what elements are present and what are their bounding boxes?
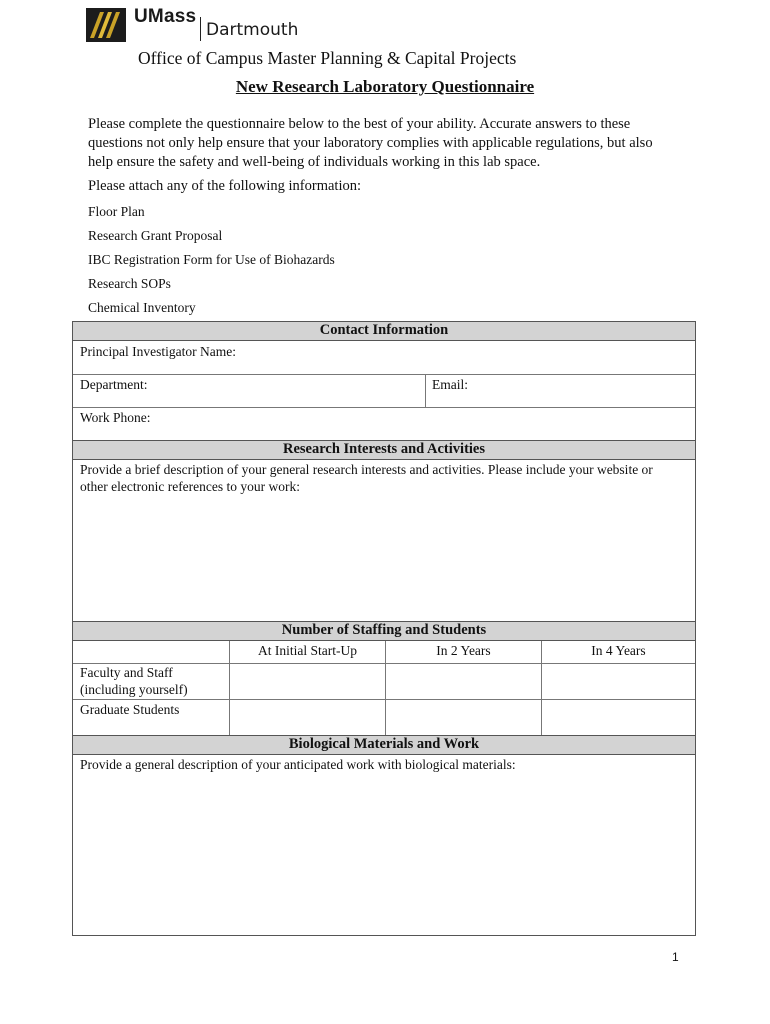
department-field[interactable] (73, 374, 425, 407)
bio-section-header: Biological Materials and Work (73, 735, 695, 755)
logo-campus-text: Dartmouth (206, 20, 299, 40)
document-title: New Research Laboratory Questionnaire (235, 77, 535, 96)
pi-name-field[interactable] (73, 341, 695, 374)
research-prompt: Provide a brief description of your general research interests and activities. Please include your website or other electronic references to your work: (80, 462, 653, 494)
bio-prompt: Provide a general description of your anticipated work with biological materials: (80, 757, 516, 772)
umass-logo-icon (86, 8, 126, 42)
work-phone-field[interactable] (73, 407, 695, 440)
attachment-item: Research Grant Proposal (88, 228, 223, 243)
email-field[interactable] (426, 374, 695, 407)
graduate-4-years-field[interactable] (542, 700, 695, 734)
questionnaire-form (72, 321, 696, 936)
pi-name-label: Principal Investigator Name: (80, 344, 236, 359)
staffing-col-startup: At Initial Start-Up (258, 643, 357, 658)
office-name: Office of Campus Master Planning & Capital Projects (138, 48, 517, 68)
attachment-item: Research SOPs (88, 276, 171, 291)
faculty-4-years-field[interactable] (542, 664, 695, 698)
graduate-startup-field[interactable] (230, 700, 385, 734)
attachment-item: IBC Registration Form for Use of Biohazards (88, 252, 335, 267)
staffing-section-header: Number of Staffing and Students (73, 621, 695, 641)
staffing-col-2-years: In 2 Years (436, 643, 491, 658)
staffing-row-faculty: Faculty and Staff (including yourself) (80, 665, 188, 697)
bio-description-field[interactable] (73, 774, 695, 934)
contact-section-header: Contact Information (73, 321, 695, 341)
faculty-2-years-field[interactable] (386, 664, 541, 698)
work-phone-label: Work Phone: (80, 410, 151, 425)
graduate-2-years-field[interactable] (386, 700, 541, 734)
research-section-header: Research Interests and Activities (73, 440, 695, 460)
faculty-startup-field[interactable] (230, 664, 385, 698)
intro-paragraph: Please complete the questionnaire below to the best of your ability. Accurate answers to these questions not only help ensure that your laboratory complies with applicable regulations, but also help ensure the safety and well-being of individuals working in this lab space. (88, 116, 653, 170)
staffing-col-4-years: In 4 Years (591, 643, 646, 658)
logo-brand-text: UMass (134, 6, 197, 27)
logo-divider (200, 17, 201, 41)
email-label: Email: (432, 377, 468, 392)
staffing-row-graduate: Graduate Students (80, 702, 180, 717)
page-number: 1 (672, 950, 679, 964)
attach-heading: Please attach any of the following information: (88, 178, 362, 194)
attachment-item: Chemical Inventory (88, 300, 196, 315)
research-description-field[interactable] (73, 497, 695, 621)
department-label: Department: (80, 377, 148, 392)
attachment-item: Floor Plan (88, 204, 145, 219)
